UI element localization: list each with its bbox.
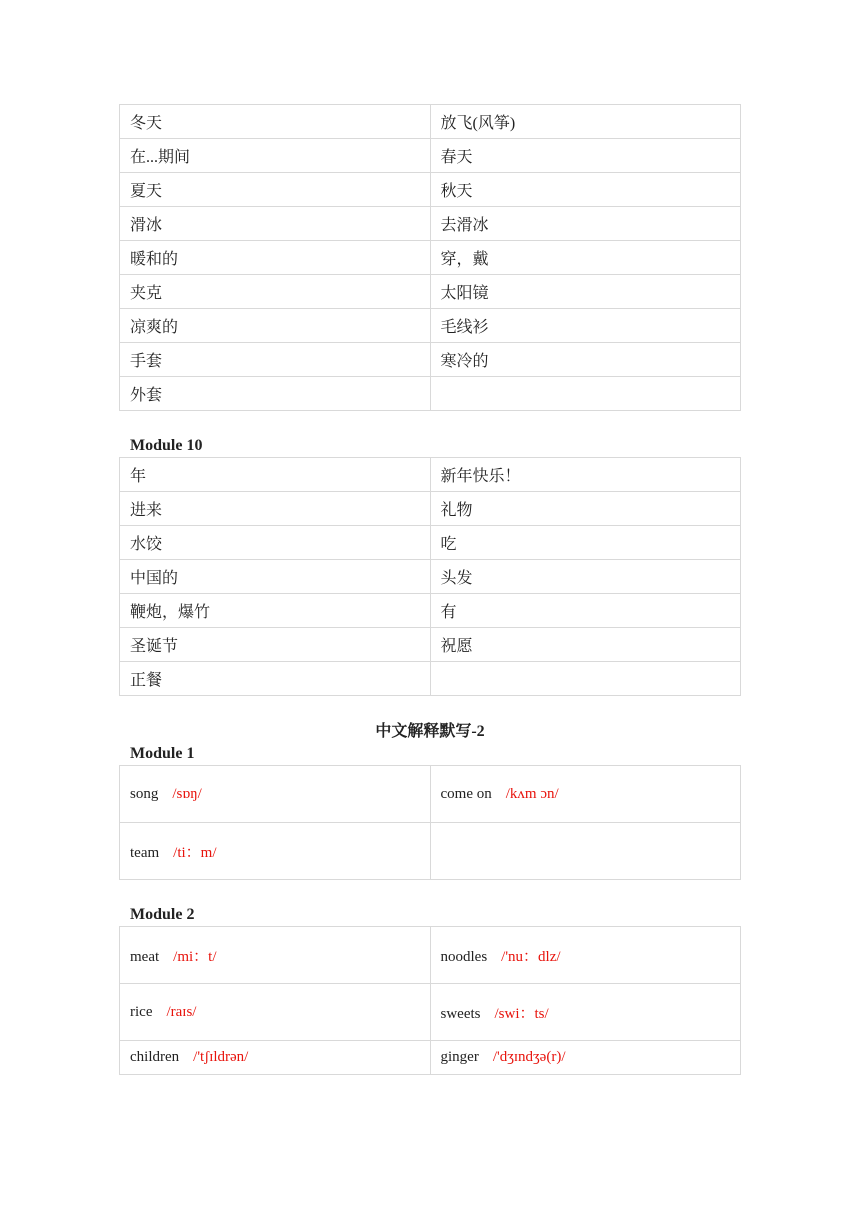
en-word-cell (120, 927, 431, 984)
table-row (120, 343, 741, 377)
cn-word-cell: 去滑冰 (430, 207, 741, 241)
english-word: noodles (440, 948, 488, 965)
document-page (119, 104, 741, 1075)
vocab-table-1 (119, 104, 741, 411)
module-10-heading: Module 10 (130, 437, 203, 454)
cn-word-cell: 有 (430, 594, 741, 628)
english-word: song (130, 785, 159, 802)
table-row (120, 927, 741, 984)
table-row (120, 594, 741, 628)
table-row (120, 458, 741, 492)
ipa-transcription: /sɒŋ/ (172, 785, 202, 802)
section-title: 中文解释默写-2 (375, 723, 485, 740)
cn-word-cell: 年 (120, 458, 431, 492)
cn-word-cell: 滑冰 (120, 207, 431, 241)
en-word-cell (430, 927, 741, 984)
cn-word-cell: 在...期间 (120, 139, 431, 173)
ipa-transcription: /mi：t/ (173, 948, 217, 965)
empty-cell (430, 662, 741, 696)
cn-word-cell: 进来 (120, 492, 431, 526)
ipa-transcription: /ti：m/ (173, 844, 217, 861)
table-row (120, 275, 741, 309)
cn-word-cell: 鞭炮，爆竹 (120, 594, 431, 628)
cn-word-cell: 祝愿 (430, 628, 741, 662)
vocab-table-module-2 (119, 926, 741, 1075)
en-word-cell (430, 766, 741, 823)
table-row (120, 207, 741, 241)
cn-word-cell: 中国的 (120, 560, 431, 594)
cn-word-cell: 春天 (430, 139, 741, 173)
cn-word-cell: 放飞(风筝) (430, 105, 741, 139)
cn-word-cell: 冬天 (120, 105, 431, 139)
table-row (120, 492, 741, 526)
module-2-heading: Module 2 (130, 906, 195, 923)
table-row (120, 526, 741, 560)
cn-word-cell: 寒冷的 (430, 343, 741, 377)
table-row (120, 105, 741, 139)
cn-word-cell: 外套 (120, 377, 431, 411)
table-row (120, 309, 741, 343)
table-row (120, 241, 741, 275)
english-word: children (130, 1049, 180, 1065)
cn-word-cell: 凉爽的 (120, 309, 431, 343)
en-word-cell (120, 984, 431, 1041)
english-word: team (130, 844, 160, 861)
cn-word-cell: 太阳镜 (430, 275, 741, 309)
cn-word-cell: 夏天 (120, 173, 431, 207)
cn-word-cell: 夹克 (120, 275, 431, 309)
en-word-cell (120, 766, 431, 823)
cn-word-cell: 圣诞节 (120, 628, 431, 662)
cn-word-cell: 暖和的 (120, 241, 431, 275)
english-word: come on (440, 785, 492, 802)
ipa-transcription: /kʌm ɔn/ (505, 785, 559, 802)
vocab-table-module-10 (119, 457, 741, 696)
cn-word-cell: 手套 (120, 343, 431, 377)
table-row (120, 662, 741, 696)
cn-word-cell: 新年快乐！ (430, 458, 741, 492)
cn-word-cell: 头发 (430, 560, 741, 594)
ipa-transcription: /swi：ts/ (494, 1005, 549, 1022)
ipa-transcription: /'nu：dlz/ (501, 948, 561, 965)
cn-word-cell: 毛线衫 (430, 309, 741, 343)
vocab-table-module-1 (119, 765, 741, 880)
table-row (120, 377, 741, 411)
table-row (120, 173, 741, 207)
cn-word-cell: 礼物 (430, 492, 741, 526)
table-row (120, 560, 741, 594)
cn-word-cell: 水饺 (120, 526, 431, 560)
cn-word-cell: 正餐 (120, 662, 431, 696)
module-1-heading: Module 1 (130, 745, 195, 762)
empty-cell (430, 823, 741, 880)
table-row (120, 766, 741, 823)
english-word: rice (130, 1003, 153, 1020)
cn-word-cell: 秋天 (430, 173, 741, 207)
english-word: ginger (440, 1049, 479, 1065)
table-row (120, 139, 741, 173)
table-row (120, 823, 741, 880)
en-word-cell (430, 1041, 741, 1075)
table-row (120, 1041, 741, 1075)
cn-word-cell: 吃 (430, 526, 741, 560)
ipa-transcription: /'dʒɪndʒə(r)/ (492, 1049, 566, 1065)
empty-cell (430, 377, 741, 411)
en-word-cell (120, 823, 431, 880)
en-word-cell (120, 1041, 431, 1075)
ipa-transcription: /raɪs/ (166, 1003, 197, 1020)
en-word-cell (430, 984, 741, 1041)
ipa-transcription: /'tʃɪldrən/ (193, 1049, 249, 1065)
table-row (120, 984, 741, 1041)
table-row (120, 628, 741, 662)
english-word: sweets (440, 1005, 481, 1022)
cn-word-cell: 穿，戴 (430, 241, 741, 275)
english-word: meat (130, 948, 160, 965)
